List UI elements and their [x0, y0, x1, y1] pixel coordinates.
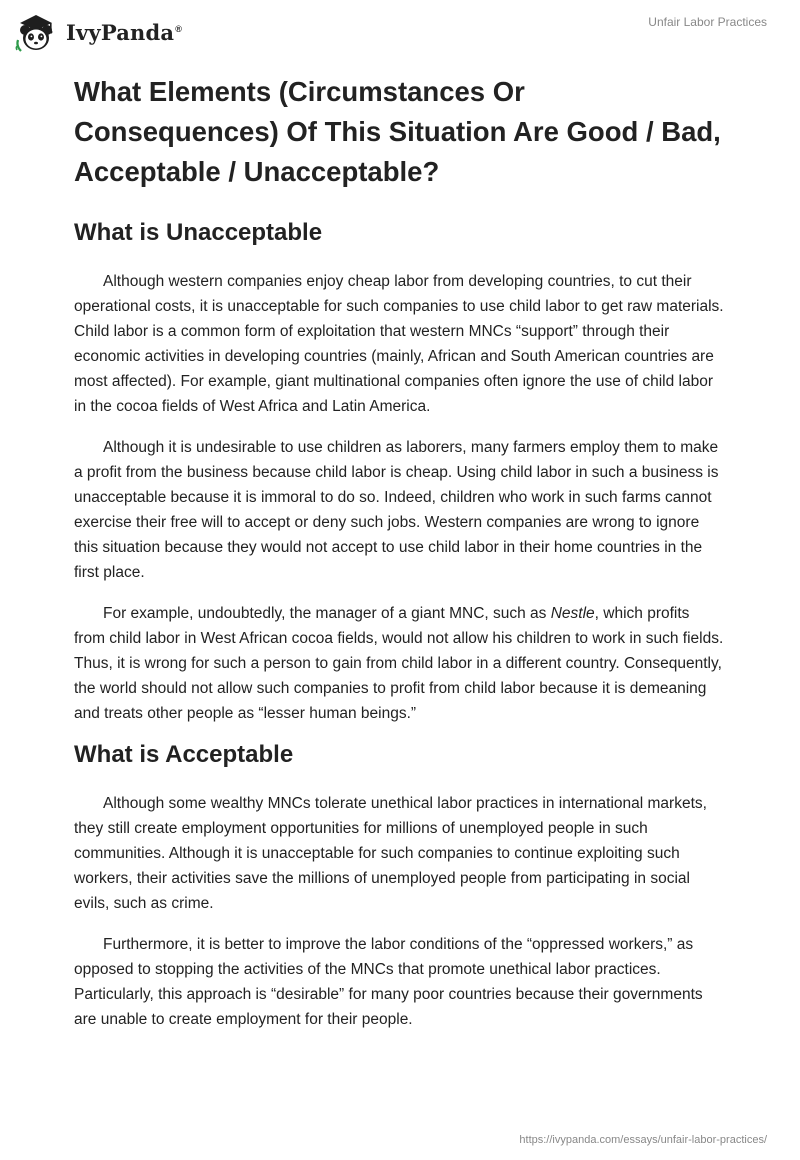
- registered-mark: ®: [175, 23, 183, 34]
- brand-name: IvyPanda®: [66, 19, 183, 45]
- source-url[interactable]: https://ivypanda.com/essays/unfair-labor-practices/: [519, 1134, 767, 1146]
- paragraph: Although some wealthy MNCs tolerate unethical labor practices in international markets, they still create employment opportunities for millions of unemployed people in such communities. Although it is unacceptable for such companies to continue exploiting such workers, their activities save the millions of unemployed people from participating in social evils, such as crime.: [74, 795, 707, 912]
- paragraph: Although it is undesirable to use children as laborers, many farmers employ them to make a profit from the business because child labor is cheap. Using child labor in such a business is unacceptable because it is immoral to do so. Indeed, children who work in such farms cannot exercise their free will to accept or deny such jobs. Western companies are wrong to ignore this situation because they would not accept to use child labor in their home countries in the first place.: [74, 439, 719, 581]
- article-body: [74, 72, 724, 1032]
- article-title: What Elements (Circumstances Or Consequences) Of This Situation Are Good / Bad, Acceptable / Unacceptable?: [74, 76, 721, 187]
- emphasis-nestle: Nestle: [550, 605, 595, 622]
- section-heading-unacceptable: What is Unacceptable: [74, 219, 323, 246]
- running-title: Unfair Labor Practices: [648, 15, 767, 29]
- panda-graduation-cap-icon: [14, 10, 58, 54]
- page-header: [0, 0, 800, 62]
- ivypanda-logo[interactable]: [14, 10, 182, 54]
- paragraph: For example, undoubtedly, the manager of a giant MNC, such as Nestle, which profits from child labor in West African cocoa fields, would not allow his children to work in such fields. Thus, it is wrong for such a person to gain from child labor in a different country. Consequently, the world should not allow such companies to profit from child labor because it is demeaning and treats other people as “lesser human beings.”: [74, 605, 724, 722]
- paragraph: Although western companies enjoy cheap labor from developing countries, to cut their operational costs, it is unacceptable for such companies to use child labor to get raw materials. Child labor is a common form of exploitation that western MNCs “support” through their economic activities in developing countries (mainly, African and South American countries are most affected). For example, giant multinational companies often ignore the use of child labor in the cocoa fields of West Africa and Latin America.: [74, 273, 724, 415]
- section-heading-acceptable: What is Acceptable: [74, 741, 294, 768]
- paragraph: Furthermore, it is better to improve the labor conditions of the “oppressed workers,” as opposed to stopping the activities of the MNCs that promote unethical labor practices. Particularly, this approach is “desirable” for many poor countries because their governments are unable to create employment for their people.: [74, 936, 703, 1028]
